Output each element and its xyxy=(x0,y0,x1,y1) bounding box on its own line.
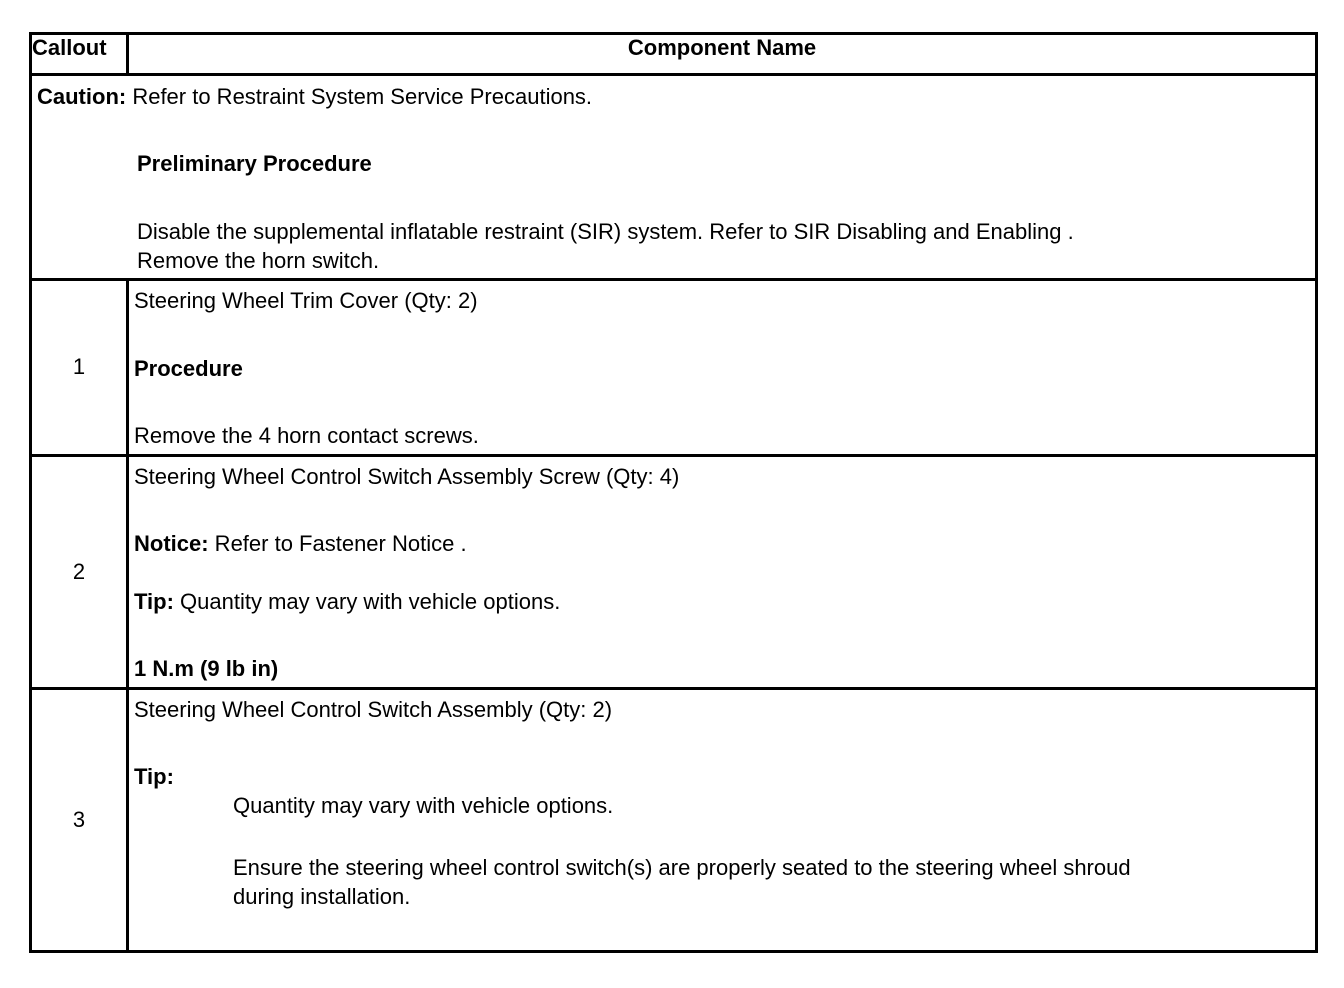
component-name: Steering Wheel Control Switch Assembly (Qty: 2) xyxy=(134,696,613,722)
callout-header: Callout xyxy=(31,34,128,75)
component-cell xyxy=(128,688,1317,951)
procedure-title: Procedure xyxy=(134,356,243,382)
component-name: Steering Wheel Control Switch Assembly Screw (Qty: 4) xyxy=(134,463,680,489)
component-name-header: Component Name xyxy=(128,34,1317,75)
tip-text: Quantity may vary with vehicle options. xyxy=(173,588,561,614)
caution-row xyxy=(31,75,1317,280)
preliminary-step-1: Disable the supplemental inflatable restraint (SIR) system. Refer to SIR Disabling and Enabling . xyxy=(137,219,1074,245)
caution-line xyxy=(37,82,592,111)
caution-label: Caution: xyxy=(37,84,127,110)
callout-number: 2 xyxy=(31,455,128,688)
tip-text-1: Quantity may vary with vehicle options. xyxy=(233,792,614,818)
callout-number: 1 xyxy=(31,280,128,456)
tip-line xyxy=(134,587,560,616)
table-row xyxy=(31,280,1317,456)
component-table xyxy=(29,32,1318,953)
header-row xyxy=(31,34,1317,75)
preliminary-procedure-title: Preliminary Procedure xyxy=(137,151,372,177)
caution-text: Refer to Restraint System Service Precautions. xyxy=(126,84,593,110)
tip-text-2-line-2: during installation. xyxy=(233,883,411,909)
callout-number: 3 xyxy=(31,688,128,951)
procedure-text: Remove the 4 horn contact screws. xyxy=(134,423,479,449)
caution-cell xyxy=(31,75,1317,280)
component-cell xyxy=(128,455,1317,688)
notice-label: Notice: xyxy=(134,530,209,556)
preliminary-step-2: Remove the horn switch. xyxy=(137,248,380,274)
notice-line xyxy=(134,529,467,558)
tip-label: Tip: xyxy=(134,588,174,614)
tip-label: Tip: xyxy=(134,763,174,789)
notice-text: Refer to Fastener Notice . xyxy=(208,530,467,556)
torque-spec: 1 N.m (9 lb in) xyxy=(134,655,279,681)
component-name: Steering Wheel Trim Cover (Qty: 2) xyxy=(134,288,478,314)
table-row xyxy=(31,688,1317,951)
tip-text-2-line-1: Ensure the steering wheel control switch(s) are properly seated to the steering wheel shroud xyxy=(233,854,1131,880)
table-row xyxy=(31,455,1317,688)
component-cell xyxy=(128,280,1317,456)
